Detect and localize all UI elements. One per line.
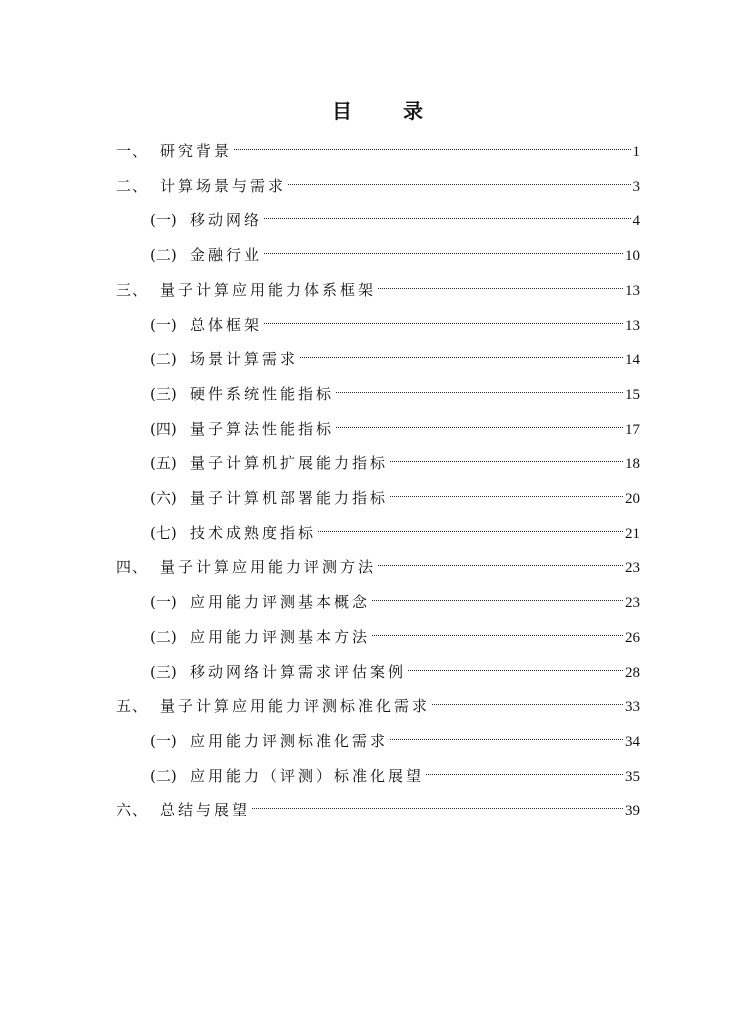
- toc-entry[interactable]: [150, 479, 640, 507]
- toc-entry-page: 28: [625, 664, 640, 681]
- toc-entry-title: 移动网络: [190, 211, 263, 230]
- toc-dot-leader: [264, 201, 630, 225]
- toc-entry[interactable]: [150, 410, 640, 438]
- toc-entry[interactable]: [150, 618, 640, 646]
- toc-entry-number: (二): [150, 246, 177, 265]
- toc-dot-leader: [264, 236, 623, 260]
- toc-entry-number: (三): [150, 384, 177, 403]
- toc-entry[interactable]: [116, 791, 640, 820]
- toc-entry-page: 23: [625, 595, 640, 612]
- toc-dot-leader: [408, 653, 623, 677]
- toc-entry-number: (二): [150, 350, 177, 369]
- toc-entry[interactable]: [150, 340, 640, 369]
- toc-dot-leader: [336, 410, 623, 434]
- toc-entry-title: 量子计算机部署能力指标: [190, 489, 389, 507]
- toc-entry-number: (五): [150, 454, 177, 473]
- toc-dot-leader: [378, 271, 623, 295]
- toc-entry-title: 计算场景与需求: [160, 176, 287, 195]
- toc-entry-page: 39: [625, 803, 640, 820]
- toc-entry[interactable]: [150, 653, 640, 681]
- toc-entry[interactable]: [116, 548, 640, 577]
- toc-entry[interactable]: [116, 167, 640, 195]
- toc-entry[interactable]: [116, 687, 640, 716]
- toc-entry-number: 六、: [116, 801, 149, 820]
- toc-entry-page: 4: [632, 213, 640, 230]
- toc-entry-title: 量子计算机扩展能力指标: [190, 454, 389, 473]
- toc-dot-leader: [426, 757, 623, 781]
- toc-dot-leader: [264, 306, 623, 330]
- toc-entry-number: 三、: [116, 280, 149, 299]
- toc-entry-number: 二、: [116, 176, 149, 195]
- toc-entry-title: 技术成熟度指标: [190, 523, 317, 542]
- toc-entry-page: 33: [625, 699, 640, 716]
- toc-entry-page: 34: [625, 733, 640, 750]
- toc-entry-number: (二): [150, 627, 177, 646]
- toc-entry-number: (一): [150, 315, 177, 334]
- toc-entry-page: 3: [632, 178, 640, 195]
- toc-entry-title: 量子计算应用能力体系框架: [160, 280, 377, 299]
- toc-entry-page: 20: [625, 491, 640, 507]
- toc-entry-title: 移动网络计算需求评估案例: [190, 662, 407, 681]
- toc-entry-number: 五、: [116, 697, 149, 716]
- toc-entry-number: (一): [150, 731, 177, 750]
- toc-dot-leader: [234, 132, 630, 156]
- toc-dot-leader: [372, 618, 623, 642]
- toc-dot-leader: [432, 687, 623, 711]
- toc-entry-title: 应用能力（评测）标准化展望: [190, 766, 425, 785]
- toc-entry-page: 23: [625, 560, 640, 577]
- toc-entry-title: 量子算法性能指标: [190, 419, 335, 438]
- toc-dot-leader: [378, 548, 623, 572]
- toc-entry-page: 35: [625, 768, 640, 785]
- toc-entry-number: (三): [150, 662, 177, 681]
- toc-entry[interactable]: [150, 514, 640, 542]
- toc-entry-page: 13: [625, 317, 640, 334]
- toc-entry-number: 一、: [116, 142, 149, 160]
- toc-entry-number: (一): [150, 593, 177, 612]
- toc-entry-page: 26: [625, 629, 640, 646]
- toc-dot-leader: [252, 791, 623, 815]
- toc-entry-number: (四): [150, 419, 177, 438]
- toc-entry-title: 总结与展望: [160, 801, 251, 820]
- toc-dot-leader: [390, 722, 623, 746]
- toc-entry[interactable]: [116, 271, 640, 299]
- toc-dot-leader: [318, 514, 623, 538]
- toc-entry-title: 应用能力评测标准化需求: [190, 731, 389, 750]
- toc-entry-page: 21: [625, 525, 640, 542]
- toc-entry-title: 硬件系统性能指标: [190, 384, 335, 403]
- toc-entry[interactable]: [150, 722, 640, 750]
- toc-dot-leader: [390, 479, 623, 503]
- toc-entry-title: 应用能力评测基本方法: [190, 627, 371, 646]
- toc-entry-number: (六): [150, 489, 177, 507]
- toc-entry-page: 1: [632, 144, 640, 160]
- toc-entry[interactable]: [150, 375, 640, 403]
- toc-entry[interactable]: [150, 201, 640, 230]
- toc-entry-number: (二): [150, 766, 177, 785]
- toc-entry-page: 17: [625, 421, 640, 438]
- toc-entry-page: 15: [625, 386, 640, 403]
- toc-entry-title: 金融行业: [190, 246, 263, 265]
- toc-entry[interactable]: [150, 757, 640, 785]
- toc-entry[interactable]: [116, 132, 640, 160]
- toc-dot-leader: [390, 444, 623, 468]
- toc-entry-number: (七): [150, 523, 177, 542]
- toc-entry-title: 应用能力评测基本概念: [190, 593, 371, 612]
- toc-entry-page: 18: [625, 456, 640, 473]
- toc-entry[interactable]: [150, 583, 640, 612]
- toc-dot-leader: [372, 583, 623, 607]
- toc-entry[interactable]: [150, 306, 640, 334]
- toc-entry-page: 10: [625, 248, 640, 265]
- toc-entry-title: 量子计算应用能力评测方法: [160, 558, 377, 577]
- toc-dot-leader: [288, 167, 630, 191]
- toc-entry-number: 四、: [116, 558, 149, 577]
- toc-entry-title: 总体框架: [190, 315, 263, 334]
- toc-dot-leader: [300, 340, 623, 364]
- toc-title: 目 录: [332, 99, 445, 123]
- toc-entry-title: 研究背景: [160, 142, 233, 160]
- toc-entry[interactable]: [150, 444, 640, 473]
- toc-entry-number: (一): [150, 211, 177, 230]
- toc-entry-page: 13: [625, 282, 640, 299]
- toc-entry[interactable]: [150, 236, 640, 265]
- toc-entry-title: 量子计算应用能力评测标准化需求: [160, 697, 431, 716]
- toc-dot-leader: [336, 375, 623, 399]
- toc-entry-page: 14: [625, 352, 640, 369]
- toc-entry-title: 场景计算需求: [190, 350, 299, 369]
